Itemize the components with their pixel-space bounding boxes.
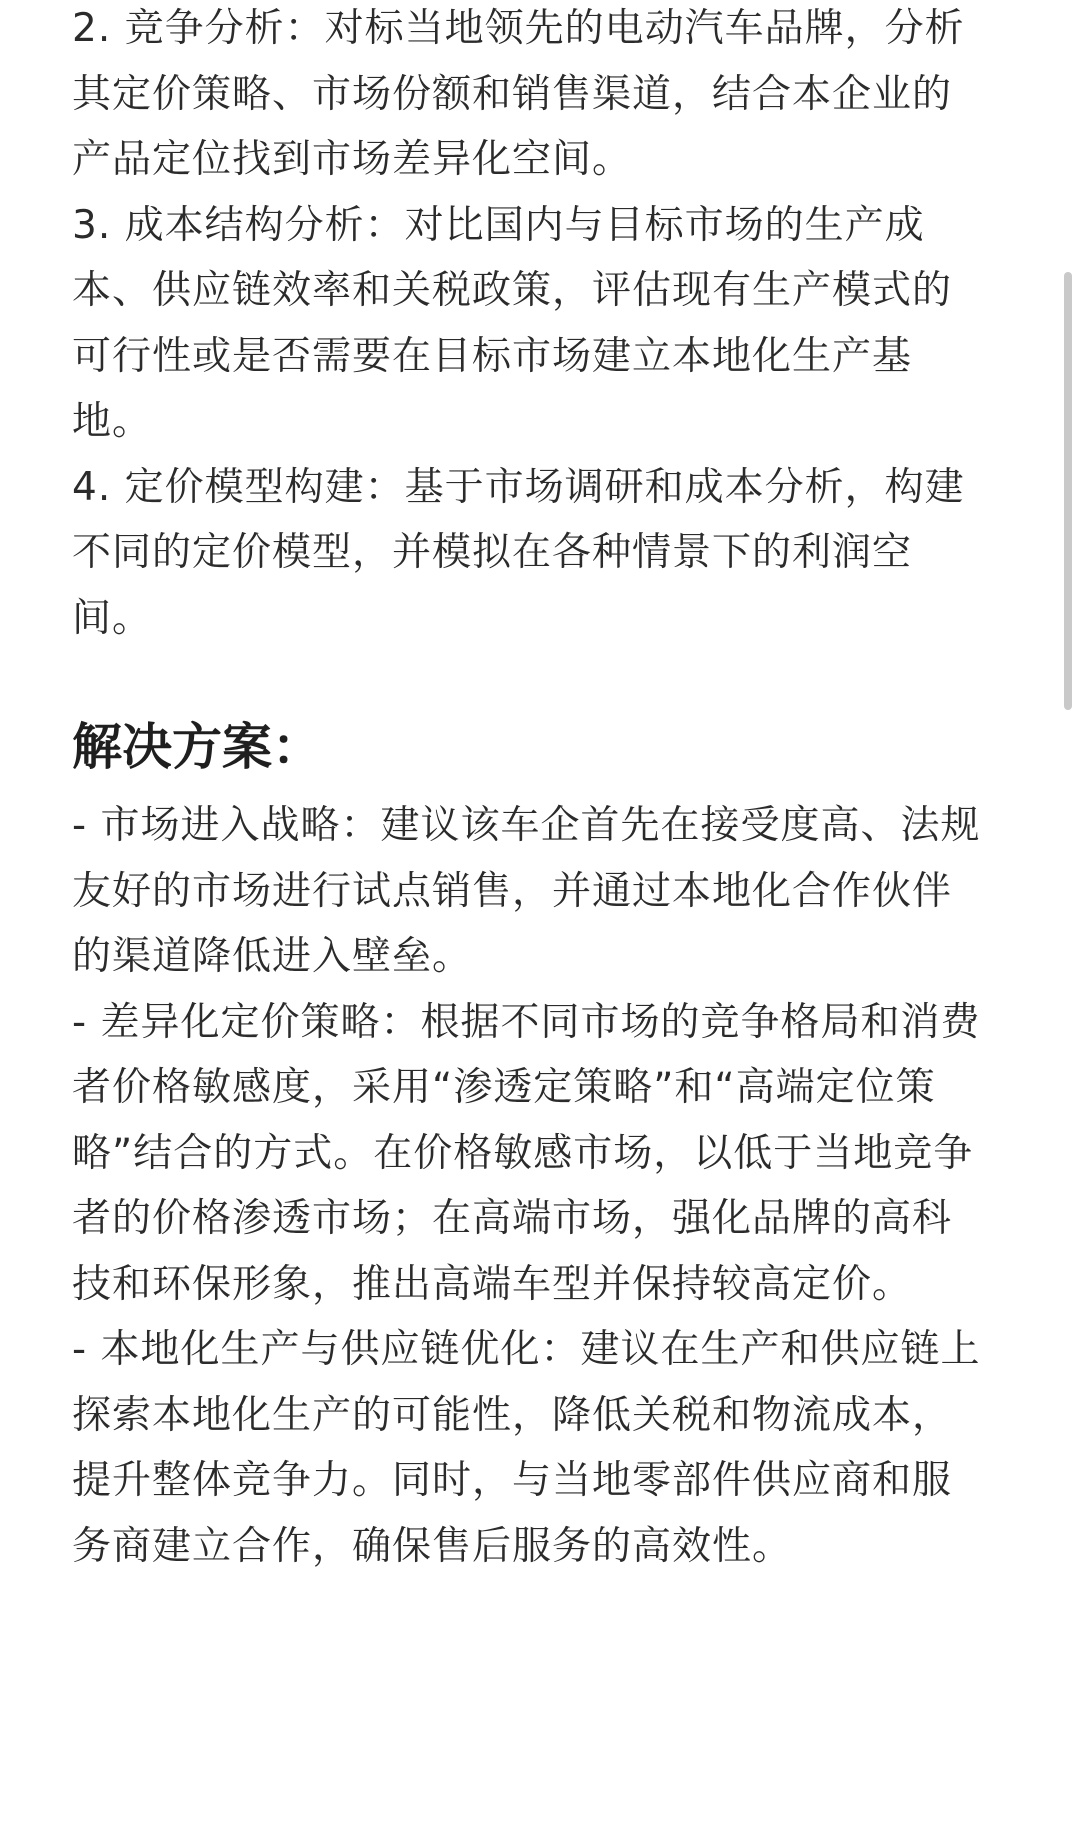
solutions-section (72, 793, 990, 1579)
analysis-item-competition: 2. 竞争分析：对标当地领先的电动汽车品牌，分析其定价策略、市场份额和销售渠道，结合本企业的产品定位找到市场差异化空间。 (72, 6, 965, 182)
vertical-scrollbar[interactable] (1064, 272, 1072, 710)
analysis-item-pricing-model: 4. 定价模型构建：基于市场调研和成本分析，构建不同的定价模型，并模拟在各种情景下的利润空间。 (72, 464, 965, 641)
analysis-section (72, 0, 990, 651)
solution-item-market-entry: - 市场进入战略：建议该车企首先在接受度高、法规友好的市场进行试点销售，并通过本地化合作伙伴的渠道降低进入壁垒。 (72, 803, 981, 979)
analysis-item-cost-structure: 3. 成本结构分析：对比国内与目标市场的生产成本、供应链效率和关税政策，评估现有生产模式的可行性或是否需要在目标市场建立本地化生产基地。 (72, 202, 953, 444)
solutions-heading: 解决方案： (72, 718, 322, 776)
solution-item-localization: - 本地化生产与供应链优化：建议在生产和供应链上探索本地化生产的可能性，降低关税和物流成本，提升整体竞争力。同时，与当地零部件供应商和服务商建立合作，确保售后服务的高效性。 (72, 1327, 981, 1569)
solution-item-differentiated-pricing: - 差异化定价策略：根据不同市场的竞争格局和消费者价格敏感度，采用“渗透定策略”和“高端定位策略”结合的方式。在价格敏感市场，以低于当地竞争者的价格渗透市场；在高端市场，强化品牌的高科技和环保形象，推出高端车型并保持较高定价。 (72, 999, 981, 1307)
